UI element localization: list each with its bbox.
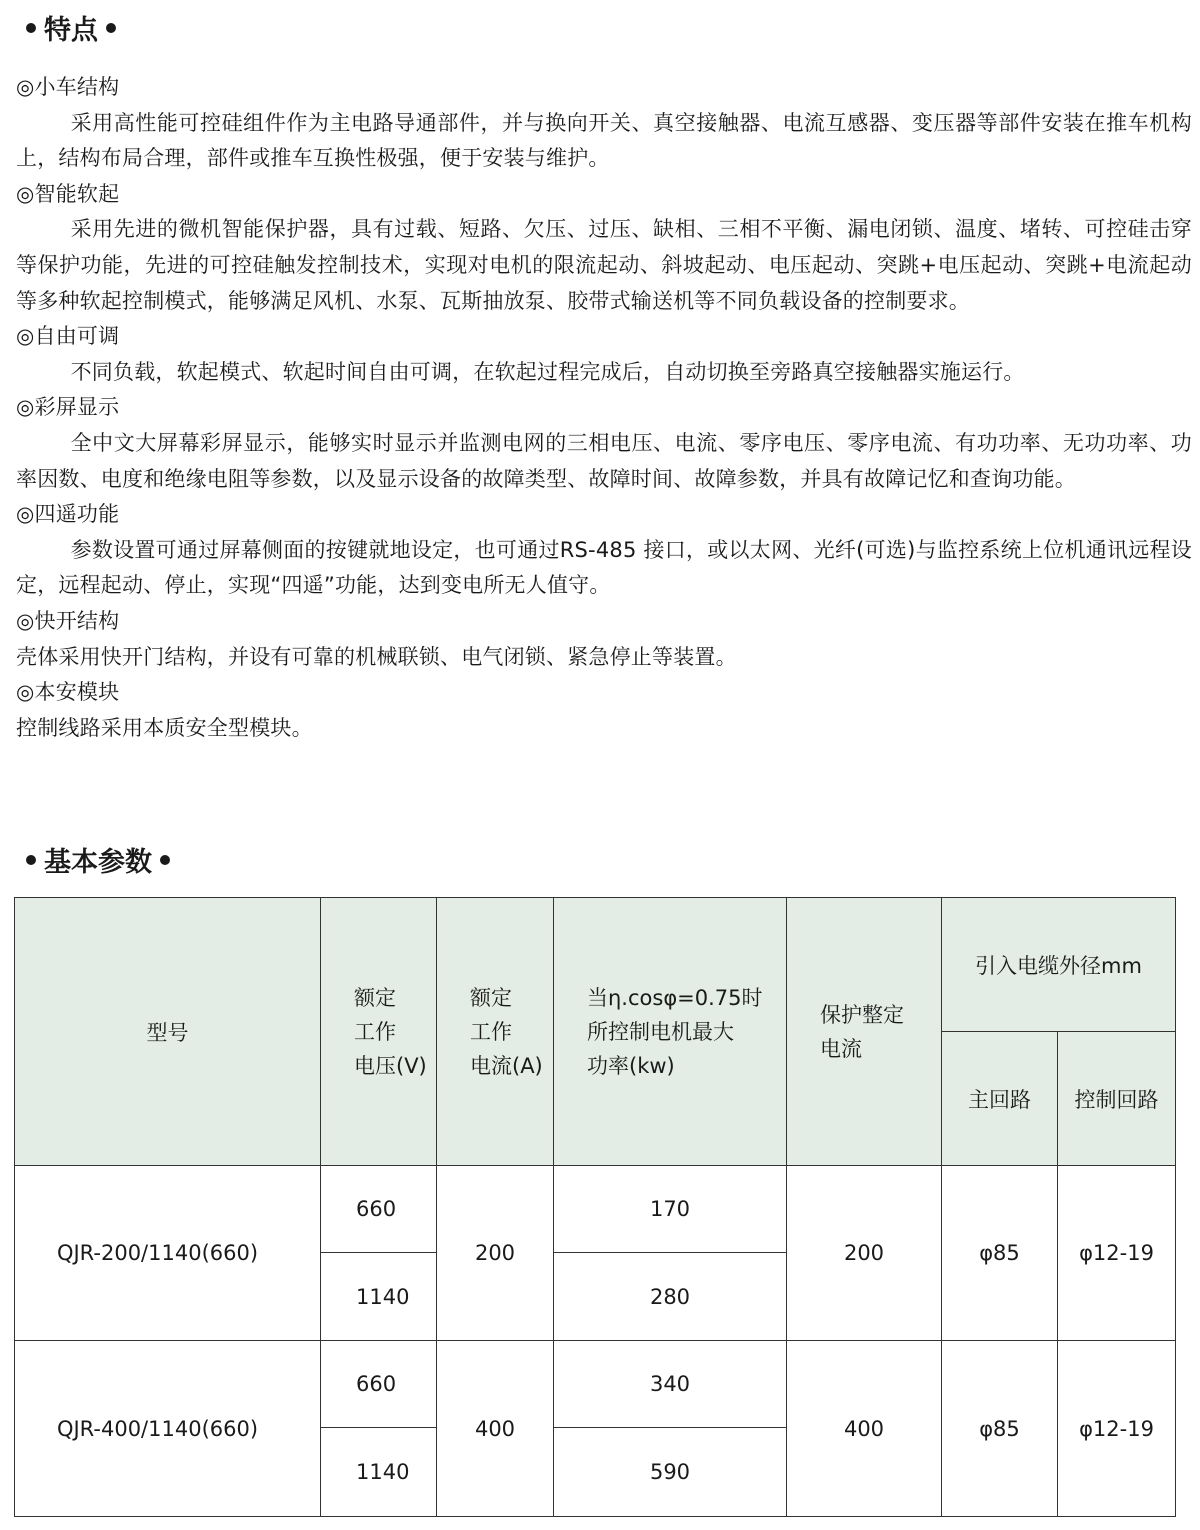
header-current	[437, 898, 554, 1166]
header-cable: 引入电缆外径mm	[942, 898, 1176, 1032]
header-current-line: 工作	[470, 1019, 512, 1044]
header-power	[554, 898, 787, 1166]
cell-cable-ctrl: φ12-19	[1058, 1341, 1176, 1517]
cell-current: 200	[437, 1166, 554, 1341]
features-list	[16, 70, 1192, 746]
header-protect-line: 电流	[820, 1036, 862, 1061]
feature-body: 壳体采用快开门结构，并设有可靠的机械联锁、电气闭锁、紧急停止等装置。	[16, 644, 737, 669]
table-row	[15, 1166, 1176, 1253]
feature-body: 参数设置可通过屏幕侧面的按键就地设定，也可通过RS-485 接口，或以太网、光纤(可选)与监控系统上位机通讯远程设定，远程起动、停止，实现“四遥”功能，达到变电所无人值守。	[16, 537, 1192, 598]
header-power-line: 当η.cosφ=0.75时	[587, 985, 763, 1010]
params-title-text: 基本参数	[44, 847, 152, 878]
bullet-dot-icon	[106, 23, 116, 33]
feature-body: 控制线路采用本质安全型模块。	[16, 715, 313, 740]
bullet-dot-icon	[26, 23, 36, 33]
cell-model: QJR-200/1140(660)	[15, 1166, 321, 1341]
header-voltage-line: 电压(V)	[354, 1053, 427, 1078]
cell-voltage: 1140	[321, 1253, 437, 1341]
cell-voltage: 660	[321, 1166, 437, 1253]
header-voltage-line: 工作	[354, 1019, 396, 1044]
header-protect	[787, 898, 942, 1166]
cell-power: 590	[554, 1428, 787, 1517]
header-voltage	[321, 898, 437, 1166]
params-table	[14, 897, 1176, 1517]
feature-heading: ◎小车结构	[16, 75, 120, 99]
params-section-title	[18, 840, 178, 879]
header-protect-line: 保护整定	[820, 1002, 904, 1027]
feature-heading: ◎本安模块	[16, 680, 120, 705]
header-current-line: 电流(A)	[470, 1053, 543, 1078]
header-power-line: 功率(kw)	[587, 1053, 675, 1078]
cell-cable-main: φ85	[942, 1341, 1058, 1517]
cell-power: 280	[554, 1253, 787, 1341]
feature-body: 不同负载，软起模式、软起时间自由可调，在软起过程完成后，自动切换至旁路真空接触器实施运行。	[70, 359, 1025, 384]
cell-current: 400	[437, 1341, 554, 1517]
cell-model: QJR-400/1140(660)	[15, 1341, 321, 1517]
bullet-dot-icon	[160, 855, 170, 865]
feature-heading: ◎快开结构	[16, 608, 120, 633]
header-cable-ctrl: 控制回路	[1058, 1032, 1176, 1166]
feature-heading: ◎自由可调	[16, 324, 120, 349]
header-model: 型号	[15, 898, 321, 1166]
feature-heading: ◎彩屏显示	[16, 395, 120, 420]
feature-heading: ◎智能软起	[16, 181, 120, 206]
cell-cable-ctrl: φ12-19	[1058, 1166, 1176, 1341]
header-current-line: 额定	[470, 985, 512, 1010]
cell-voltage: 1140	[321, 1428, 437, 1517]
feature-body: 采用高性能可控硅组件作为主电路导通部件，并与换向开关、真空接触器、电流互感器、变压器等部件安装在推车机构上，结构布局合理，部件或推车互换性极强，便于安装与维护。	[16, 110, 1192, 171]
features-title-text: 特点	[44, 15, 98, 46]
header-cable-main: 主回路	[942, 1032, 1058, 1166]
feature-body: 采用先进的微机智能保护器，具有过载、短路、欠压、过压、缺相、三相不平衡、漏电闭锁、温度、堵转、可控硅击穿等保护功能，先进的可控硅触发控制技术，实现对电机的限流起动、斜坡起动、电压起动、突跳+电压起动、突跳+电流起动等多种软起控制模式，能够满足风机、水泵、瓦斯抽放泵、胶带式输送机等不同负载设备的控制要求。	[16, 217, 1192, 313]
header-power-line: 所控制电机最大	[587, 1019, 734, 1044]
feature-heading: ◎四遥功能	[16, 502, 120, 527]
cell-power: 170	[554, 1166, 787, 1253]
header-voltage-line: 额定	[354, 985, 396, 1010]
bullet-dot-icon	[26, 855, 36, 865]
cell-power: 340	[554, 1341, 787, 1428]
cell-voltage: 660	[321, 1341, 437, 1428]
cell-protect: 200	[787, 1166, 942, 1341]
features-section-title	[18, 8, 124, 47]
cell-protect: 400	[787, 1341, 942, 1517]
table-row	[15, 1341, 1176, 1428]
feature-body: 全中文大屏幕彩屏显示，能够实时显示并监测电网的三相电压、电流、零序电压、零序电流、有功功率、无功功率、功率因数、电度和绝缘电阻等参数，以及显示设备的故障类型、故障时间、故障参数，并具有故障记忆和查询功能。	[16, 430, 1192, 491]
cell-cable-main: φ85	[942, 1166, 1058, 1341]
